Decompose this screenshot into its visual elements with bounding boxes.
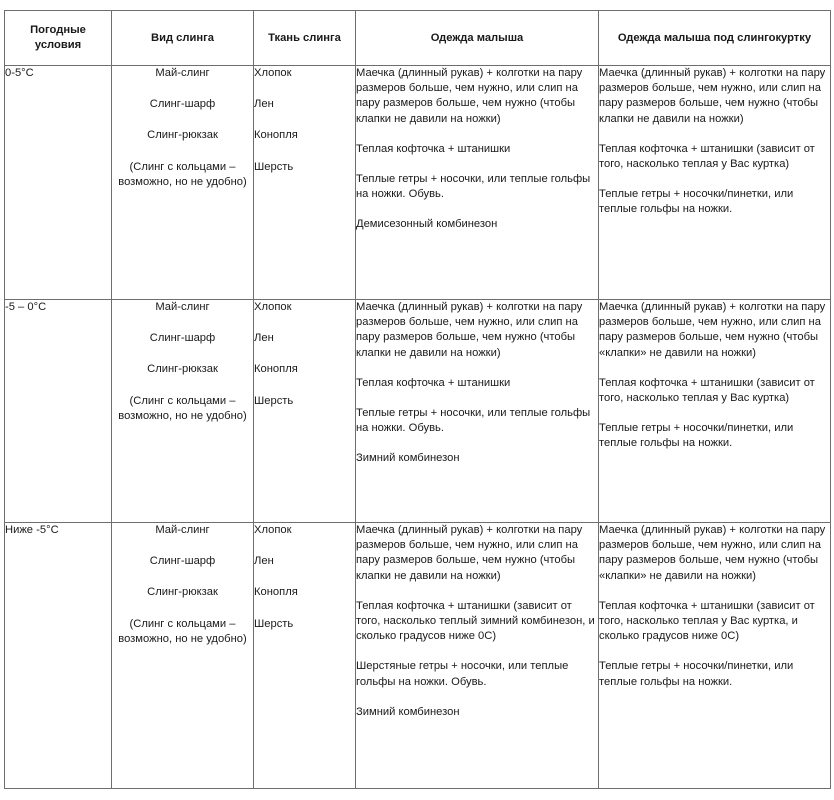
fabric-item: Лен <box>254 98 274 111</box>
sling-type-cell <box>112 300 254 523</box>
weather-cell: Ниже -5°C <box>5 523 112 789</box>
fabric-cell <box>254 300 356 523</box>
sling-type-item: (Слинг с кольцами – возможно, но не удобно) <box>118 160 247 188</box>
baby-clothes-cell <box>356 523 599 789</box>
fabric-item: Шерсть <box>254 617 294 630</box>
weather-cell: 0-5°C <box>5 66 112 300</box>
jacket-clothes-item: Теплая кофточка + штанишки (зависит от того, насколько теплая у Вас куртка) <box>599 142 815 171</box>
fabric-item: Конопля <box>254 129 298 142</box>
header-row <box>5 11 831 66</box>
fabric-item: Шерсть <box>254 394 294 407</box>
weather-cell: -5 – 0°C <box>5 300 112 523</box>
jacket-clothes-cell <box>599 523 831 789</box>
jacket-clothes-item: Теплые гетры + носочки/пинетки, или теплые гольфы на ножки. <box>599 188 794 216</box>
jacket-clothes-item: Теплые гетры + носочки/пинетки, или теплые гольфы на ножки. <box>599 422 794 450</box>
baby-clothes-item: Маечка (длинный рукав) + колготки на пару размеров больше, чем нужно, или слип на пару размеров больше, чем нужно (чтобы клапки не давили на ножки) <box>356 301 583 359</box>
baby-clothes-item: Теплые гетры + носочки, или теплые гольфы на ножки. Обувь. <box>356 173 591 201</box>
baby-clothes-item: Маечка (длинный рукав) + колготки на пару размеров больше, чем нужно, или слип на пару размеров больше, чем нужно (чтобы клапки не давили на ножки) <box>356 67 583 125</box>
baby-clothes-item: Маечка (длинный рукав) + колготки на пару размеров больше, чем нужно, или слип на пару размеров больше, чем нужно (чтобы клапки не давили на ножки) <box>356 524 583 582</box>
fabric-item: Шерсть <box>254 160 294 173</box>
sling-type-item: Май-слинг <box>155 301 210 313</box>
sling-type-item: Май-слинг <box>155 524 210 536</box>
fabric-item: Лен <box>254 332 274 345</box>
header-sling-type: Вид слинга <box>112 11 254 66</box>
baby-clothes-item: Зимний комбинезон <box>356 705 460 718</box>
fabric-item: Хлопок <box>254 301 292 313</box>
sling-type-item: (Слинг с кольцами – возможно, но не удобно) <box>118 394 247 422</box>
table-row <box>5 523 831 789</box>
baby-clothes-item: Теплая кофточка + штанишки (зависит от того, насколько теплый зимний комбинезон, и сколько градусов ниже 0С) <box>356 599 595 643</box>
baby-clothes-item: Демисезонный комбинезон <box>356 218 498 231</box>
jacket-clothes-item: Маечка (длинный рукав) + колготки на пару размеров больше, чем нужно, или слип на пару размеров больше, чем нужно (чтобы клапки не давили на ножки) <box>599 67 826 125</box>
jacket-clothes-item: Маечка (длинный рукав) + колготки на пару размеров больше, чем нужно, или слип на пару размеров больше, чем нужно (чтобы «клапки» не давили на ножки) <box>599 301 826 359</box>
baby-clothes-cell <box>356 300 599 523</box>
sling-type-item: Слинг-рюкзак <box>147 129 218 142</box>
sling-type-item: Слинг-шарф <box>149 555 216 568</box>
sling-type-cell <box>112 66 254 300</box>
jacket-clothes-item: Теплая кофточка + штанишки (зависит от того, насколько теплая у Вас куртка) <box>599 376 815 405</box>
fabric-item: Хлопок <box>254 524 292 536</box>
fabric-cell <box>254 66 356 300</box>
fabric-item: Хлопок <box>254 67 292 79</box>
baby-clothes-item: Теплая кофточка + штанишки <box>356 376 511 389</box>
header-sling-fabric: Ткань слинга <box>254 11 356 66</box>
header-jacket-clothes: Одежда малыша под слингокуртку <box>599 11 831 66</box>
fabric-item: Конопля <box>254 363 298 376</box>
baby-clothes-item: Зимний комбинезон <box>356 452 460 465</box>
sling-type-item: Слинг-шарф <box>149 332 216 345</box>
table-row <box>5 300 831 523</box>
baby-clothes-cell <box>356 66 599 300</box>
fabric-item: Конопля <box>254 586 298 599</box>
sling-clothing-table <box>4 10 831 789</box>
sling-type-item: Слинг-шарф <box>149 98 216 111</box>
jacket-clothes-item: Маечка (длинный рукав) + колготки на пару размеров больше, чем нужно, или слип на пару размеров больше, чем нужно (чтобы «клапки» не давили на ножки) <box>599 524 826 582</box>
jacket-clothes-cell <box>599 300 831 523</box>
fabric-cell <box>254 523 356 789</box>
sling-type-item: Май-слинг <box>155 67 210 79</box>
baby-clothes-item: Теплая кофточка + штанишки <box>356 142 511 155</box>
header-weather: Погодные условия <box>5 11 112 66</box>
jacket-clothes-item: Теплые гетры + носочки/пинетки, или теплые гольфы на ножки. <box>599 660 794 688</box>
sling-type-cell <box>112 523 254 789</box>
sling-type-item: (Слинг с кольцами – возможно, но не удобно) <box>118 617 247 645</box>
sling-type-item: Слинг-рюкзак <box>147 586 218 599</box>
jacket-clothes-item: Теплая кофточка + штанишки (зависит от того, насколько теплая у Вас куртка, и сколько градусов ниже 0С) <box>599 599 815 643</box>
baby-clothes-item: Теплые гетры + носочки, или теплые гольфы на ножки. Обувь. <box>356 407 591 435</box>
header-baby-clothes: Одежда малыша <box>356 11 599 66</box>
table-row <box>5 66 831 300</box>
baby-clothes-item: Шерстяные гетры + носочки, или теплые гольфы на ножки. Обувь. <box>356 660 569 688</box>
jacket-clothes-cell <box>599 66 831 300</box>
fabric-item: Лен <box>254 555 274 568</box>
sling-type-item: Слинг-рюкзак <box>147 363 218 376</box>
